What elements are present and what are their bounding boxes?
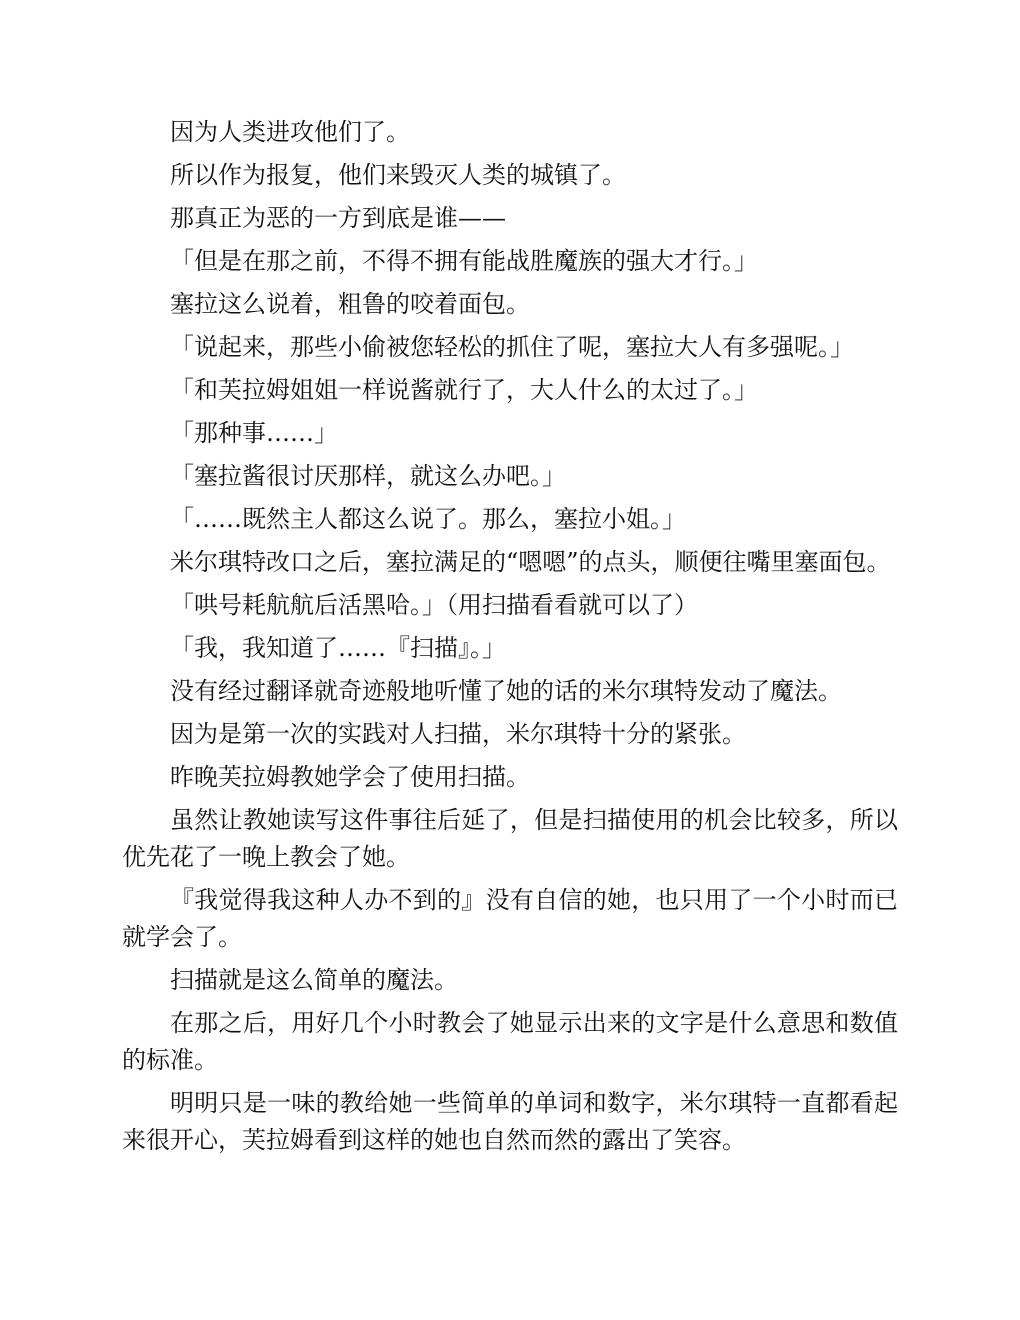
dialogue-line: 「哄号耗航航后活黑哈。」（用扫描看看就可以了） <box>170 591 698 619</box>
paragraph: 那真正为恶的一方到底是谁—— <box>170 204 506 232</box>
paragraph: 『我觉得我这种人办不到的』没有自信的她，也只用了一个小时而已就学会了。 <box>122 886 898 951</box>
paragraph: 虽然让教她读写这件事往后延了，但是扫描使用的机会比较多，所以优先花了一晚上教会了她。 <box>122 806 898 871</box>
paragraph: 米尔琪特改口之后，塞拉满足的“嗯嗯”的点头，顺便往嘴里塞面包。 <box>170 548 891 576</box>
paragraph: 因为人类进攻他们了。 <box>170 118 410 146</box>
dialogue-line: 「和芙拉姆姐姐一样说酱就行了，大人什么的太过了。」 <box>170 376 758 404</box>
paragraph: 明明只是一味的教给她一些简单的单词和数字，米尔琪特一直都看起来很开心，芙拉姆看到这样的她也自然而然的露出了笑容。 <box>122 1089 898 1154</box>
paragraph: 因为是第一次的实践对人扫描，米尔琪特十分的紧张。 <box>170 720 746 748</box>
dialogue-line: 「我，我知道了……『扫描』。」 <box>170 634 506 662</box>
paragraph: 在那之后，用好几个小时教会了她显示出来的文字是什么意思和数值的标准。 <box>122 1009 898 1074</box>
paragraph: 所以作为报复，他们来毁灭人类的城镇了。 <box>170 161 626 189</box>
paragraph: 塞拉这么说着，粗鲁的咬着面包。 <box>170 290 530 318</box>
dialogue-line: 「说起来，那些小偷被您轻松的抓住了呢，塞拉大人有多强呢。」 <box>170 333 854 361</box>
paragraph: 扫描就是这么简单的魔法。 <box>170 966 458 994</box>
paragraph: 没有经过翻译就奇迹般地听懂了她的话的米尔琪特发动了魔法。 <box>170 677 842 705</box>
body-text <box>122 114 898 1165</box>
dialogue-line: 「……既然主人都这么说了。那么，塞拉小姐。」 <box>170 505 686 533</box>
paragraph: 昨晚芙拉姆教她学会了使用扫描。 <box>170 763 530 791</box>
dialogue-line: 「塞拉酱很讨厌那样，就这么办吧。」 <box>170 462 566 490</box>
dialogue-line: 「但是在那之前，不得不拥有能战胜魔族的强大才行。」 <box>170 247 758 275</box>
dialogue-line: 「那种事……」 <box>170 419 338 447</box>
